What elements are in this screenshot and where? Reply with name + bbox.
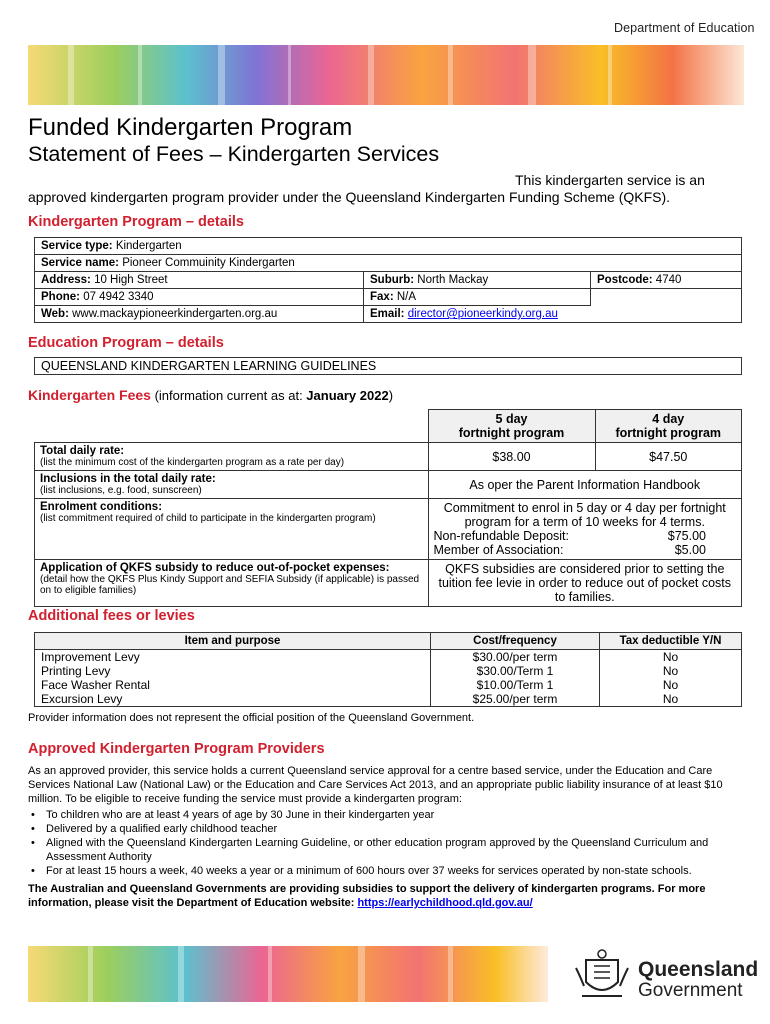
- tax-0: No: [662, 650, 679, 664]
- list-item: • For at least 15 hours a week, 40 weeks a year or a minimum of 600 hours over 37 weeks for services operated by non-state schools.: [28, 864, 748, 878]
- fees-heading-line: [28, 387, 393, 403]
- phone-value: 07 4942 3340: [83, 291, 154, 303]
- service-type-label: Service type:: [41, 240, 113, 252]
- membership-value: $5.00: [674, 543, 706, 557]
- item-3: Excursion Levy: [41, 692, 123, 706]
- address-value: 10 High Street: [94, 274, 168, 286]
- enrolment-conditions: [428, 499, 742, 560]
- tax-3: No: [662, 692, 679, 706]
- disclaimer-note: Provider information does not represent the official position of the Queensland Government.: [28, 712, 475, 724]
- item-2: Face Washer Rental: [41, 678, 150, 692]
- website-link[interactable]: https://earlychildhood.qld.gov.au/: [357, 897, 533, 909]
- intro-line-1: This kindergarten service is an: [515, 172, 705, 188]
- list-item: • Delivered by a qualified early childhood teacher: [28, 822, 748, 836]
- logo-government: Government: [638, 980, 743, 1001]
- enrolment-label: Enrolment conditions:: [40, 501, 163, 513]
- table-row: [431, 650, 600, 707]
- email-label: Email:: [370, 308, 405, 320]
- kp-details-heading: Kindergarten Program – details: [28, 214, 244, 230]
- enrolment-sub: (list commitment required of child to participate in the kindergarten program): [40, 513, 376, 524]
- enrol-line-2: program for a term of 10 weeks for 4 terms.: [464, 515, 705, 529]
- phone-label: Phone:: [41, 291, 80, 303]
- inclusions-sub: (list inclusions, e.g. food, sunscreen): [40, 485, 202, 496]
- page-subtitle: Statement of Fees – Kindergarten Services: [28, 142, 440, 166]
- cost-3: $25.00/per term: [472, 692, 558, 706]
- col1-line2: fortnight program: [458, 426, 565, 440]
- suburb-label: Suburb:: [370, 274, 415, 286]
- col2-line1: 4 day: [652, 412, 685, 426]
- fees-info-suffix: ): [388, 388, 394, 403]
- table-row: [600, 650, 742, 707]
- subsidy-sub: (detail how the QKFS Plus Kindy Support and SEFIA Subsidy (if applicable) is passed on to eligible families): [40, 574, 420, 596]
- postcode-value: 4740: [655, 274, 682, 286]
- approved-heading: Approved Kindergarten Program Providers: [28, 741, 325, 757]
- col2-line2: fortnight program: [615, 426, 722, 440]
- item-1: Printing Levy: [41, 664, 111, 678]
- department-name: Department of Education: [614, 21, 755, 35]
- subsidy-value: QKFS subsidies are considered prior to setting the tuition fee levie in order to reduce out of pocket costs to families.: [428, 560, 742, 607]
- total-daily-rate-sub: (list the minimum cost of the kindergarten program as a rate per day): [40, 457, 345, 468]
- inclusions-value: As oper the Parent Information Handbook: [428, 471, 742, 499]
- cost-2: $10.00/Term 1: [476, 678, 554, 692]
- list-item: • Aligned with the Queensland Kindergarten Learning Guideline, or other education program approved by the Queensland Curriculum and Assessment Authority: [28, 836, 748, 864]
- enrol-line-1: Commitment to enrol in 5 day or 4 day per fortnight: [443, 501, 726, 515]
- requirements-list: [28, 808, 748, 878]
- rate-4day: $47.50: [595, 443, 742, 471]
- service-name-label: Service name:: [41, 257, 119, 269]
- service-details-table: [34, 237, 742, 323]
- postcode-label: Postcode:: [597, 274, 653, 286]
- fax-value: N/A: [396, 291, 417, 303]
- service-type-value: Kindergarten: [115, 240, 182, 252]
- membership-label: Member of Association:: [433, 543, 564, 557]
- education-program-value: QUEENSLAND KINDERGARTEN LEARNING GUIDELINES: [35, 358, 742, 375]
- email-link[interactable]: director@pioneerkindy.org.au: [407, 308, 558, 320]
- tax-1: No: [662, 664, 679, 678]
- table-row: [35, 650, 431, 707]
- item-0: Improvement Levy: [41, 650, 140, 664]
- col1-line1: 5 day: [495, 412, 528, 426]
- deposit-value: $75.00: [667, 529, 706, 543]
- col-tax-header: Tax deductible Y/N: [600, 633, 742, 650]
- fax-label: Fax:: [370, 291, 394, 303]
- fees-table: [34, 409, 742, 607]
- web-label: Web:: [41, 308, 69, 320]
- watercolour-footer-banner: [28, 946, 548, 1002]
- address-label: Address:: [41, 274, 91, 286]
- queensland-crest-icon: [572, 946, 632, 1004]
- footer-text: [28, 882, 748, 910]
- additional-fees-heading: Additional fees or levies: [28, 608, 195, 624]
- subsidy-label: Application of QKFS subsidy to reduce out-of-pocket expenses:: [40, 562, 390, 574]
- inclusions-label: Inclusions in the total daily rate:: [40, 473, 216, 485]
- tax-2: No: [662, 678, 679, 692]
- page-title: Funded Kindergarten Program: [28, 114, 353, 141]
- intro-text: [28, 172, 718, 206]
- intro-line-2: approved kindergarten program provider under the Queensland Kindergarten Funding Scheme (QKFS).: [28, 189, 671, 205]
- suburb-value: North Mackay: [417, 274, 489, 286]
- rate-5day: $38.00: [428, 443, 595, 471]
- approved-paragraph: As an approved provider, this service holds a current Queensland service approval for a centre based service, under the Education and Care Services National Law (National Law) or the Education and Care Services Act 2013, and an appropriate public liability insurance of at least $10 million. To be eligible to receive funding the service must provide a kindergarten program:: [28, 765, 723, 805]
- total-daily-rate-label: Total daily rate:: [40, 445, 125, 457]
- fees-info-date: January 2022: [306, 388, 389, 403]
- deposit-label: Non-refundable Deposit:: [433, 529, 569, 543]
- fees-heading: Kindergarten Fees: [28, 387, 151, 403]
- footer-statement: The Australian and Queensland Governments are providing subsidies to support the delivery of kindergarten programs. For more information, please visit the Department of Education website:: [28, 883, 706, 909]
- additional-fees-table: [34, 632, 742, 707]
- service-name-value: Pioneer Commuinity Kindergarten: [122, 257, 295, 269]
- cost-0: $30.00/per term: [472, 650, 558, 664]
- fees-info-prefix: (information current as at:: [154, 388, 307, 403]
- watercolour-banner: [28, 45, 744, 105]
- col-cost-header: Cost/frequency: [431, 633, 600, 650]
- col-item-header: Item and purpose: [35, 633, 431, 650]
- education-program-table: [34, 357, 742, 375]
- logo-queensland: Queensland: [638, 958, 759, 981]
- edu-details-heading: Education Program – details: [28, 335, 224, 351]
- cost-1: $30.00/Term 1: [476, 664, 554, 678]
- web-value[interactable]: www.mackaypioneerkindergarten.org.au: [72, 308, 278, 320]
- list-item: • To children who are at least 4 years of age by 30 June in their kindergarten year: [28, 808, 748, 822]
